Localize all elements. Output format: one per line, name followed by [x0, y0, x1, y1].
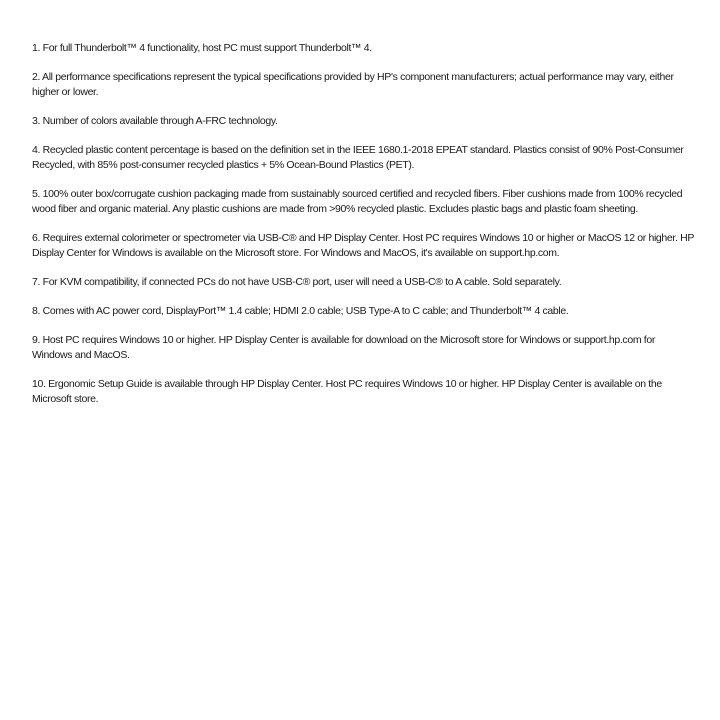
footnote-8: 8. Comes with AC power cord, DisplayPort™ 1.4 cable; HDMI 2.0 cable; USB Type-A to C cable; and Thunderbolt™ 4 cable.: [32, 305, 569, 317]
footnotes-list: [32, 41, 696, 421]
footnote-6: 6. Requires external colorimeter or spectrometer via USB-C® and HP Display Center. Host PC requires Windows 10 or higher or MacOS 12 or higher. HP Display Center for Windows is available on the Microsoft store. For Windows and MacOS, it's available on support.hp.com.: [32, 232, 694, 259]
footnote-9: 9. Host PC requires Windows 10 or higher. HP Display Center is available for download on the Microsoft store for Windows or support.hp.com for Windows and MacOS.: [32, 334, 655, 361]
footnote-7: 7. For KVM compatibility, if connected PCs do not have USB-C® port, user will need a USB-C® to A cable. Sold separately.: [32, 276, 562, 288]
footnote-2: 2. All performance specifications represent the typical specifications provided by HP's component manufacturers; actual performance may vary, either higher or lower.: [32, 71, 674, 98]
footnote-4: 4. Recycled plastic content percentage is based on the definition set in the IEEE 1680.1-2018 EPEAT standard. Plastics consist of 90% Post-Consumer Recycled, with 85% post-consumer recycled plastics + 5% Ocean-Bound Plastics (PET).: [32, 144, 684, 171]
footnote-10: 10. Ergonomic Setup Guide is available through HP Display Center. Host PC requires Windows 10 or higher. HP Display Center is available on the Microsoft store.: [32, 378, 662, 405]
footnote-1: 1. For full Thunderbolt™ 4 functionality, host PC must support Thunderbolt™ 4.: [32, 42, 372, 54]
footnote-5: 5. 100% outer box/corrugate cushion packaging made from sustainably sourced certified and recycled fibers. Fiber cushions made from 100% recycled wood fiber and organic material. Any plastic cushions are made from >90% recycled plastic. Excludes plastic bags and plastic foam sheeting.: [32, 188, 683, 215]
footnote-3: 3. Number of colors available through A-FRC technology.: [32, 115, 278, 127]
